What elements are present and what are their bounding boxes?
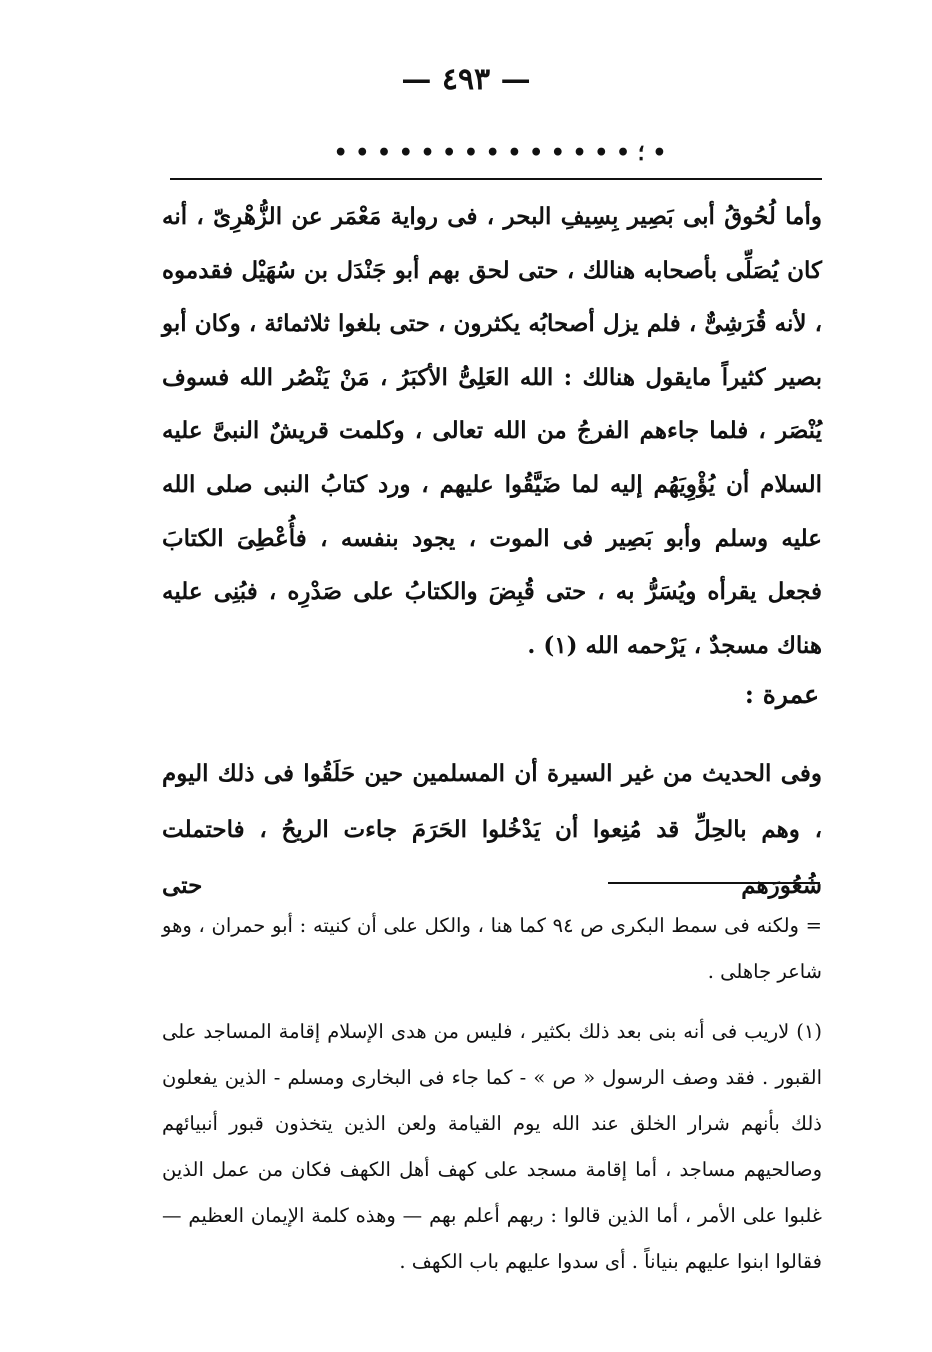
header-rule [170, 178, 822, 180]
ornamental-dots: • • • • • • • • • • • • • • ؛ • [333, 140, 667, 166]
second-text-block [162, 746, 822, 914]
main-paragraph: وأما لُحُوقُ أبى بَصِير بِسِيفِ البحر ، فى رواية مَعْمَر عن الزُّهْرِىّ ، أنه كان يُصَلِّى بأصحابه هنالك ، حتى لحق بهم أبو جَنْدَل بن سُهَيْل فقدموه ، لأنه قُرَشِىٌّ ، فلم يزل أصحابُه يكثرون ، حتى بلغوا ثلاثمائة ، وكان أبو بصير كثيراً مايقول هنالك : الله العَلِىُّ الأكبَرُ ، مَنْ يَنْصُر الله فسوف يُنْصَر ، فلما جاءهم الفرجُ من الله تعالى ، وكلمت قريشٌ النبىَّ عليه السلام أن يُؤْوِيَهُم إليه لما ضَيَّقُوا عليهم ، ورد كتابُ النبى صلى الله عليه وسلم وأبو بَصِير فى الموت ، يجود بنفسه ، فأُعْطِىَ الكتابَ فجعل يقرأه ويُسَرُّ به ، حتى قُبِضَ والكتابُ على صَدْرِه ، فبُنِى عليه هناك مسجدٌ ، يَرْحمه الله (١) . [162, 203, 822, 659]
footnote-1: (١) لاريب فى أنه بنى بعد ذلك بكثير ، فليس من هدى الإسلام إقامة المساجد على القبور . فقد وصف الرسول « ص » - كما جاء فى البخارى ومسلم - الذين يفعلون ذلك بأنهم شرار الخلق عند الله يوم القيامة ولعن الذين يتخذون قبور أنبيائهم وصالحيهم مساجد ، أما إقامة مسجد على كهف أهل الكهف فكان من عمل الذين غلبوا على الأمر ، أما الذين قالوا : ربهم أعلم بهم — وهذه كلمة الإيمان العظيم — فقالوا ابنوا عليهم بنياناً . أى سدوا عليهم باب الكهف . [162, 1020, 822, 1273]
second-paragraph: وفى الحديث من غير السيرة أن المسلمين حين حَلَقُوا فى ذلك اليوم ، وهم بالحِلِّ قد مُنِعوا أن يَدْخُلوا الحَرَمَ جاءت الريحُ ، فاحتملت شُعُورَهم حتى [162, 760, 822, 899]
section-heading: عمرة : [744, 680, 819, 709]
page-number: — ٤٩٣ — [401, 62, 531, 97]
footnote-continuation: = ولكنه فى سمط البكرى ص ٩٤ كما هنا ، والكل على أن كنيته : أبو حمران ، وهو شاعر جاهلى . [162, 914, 822, 983]
main-text-block [162, 190, 822, 672]
footnote-rule [608, 882, 820, 884]
footnotes-block [162, 903, 822, 1285]
